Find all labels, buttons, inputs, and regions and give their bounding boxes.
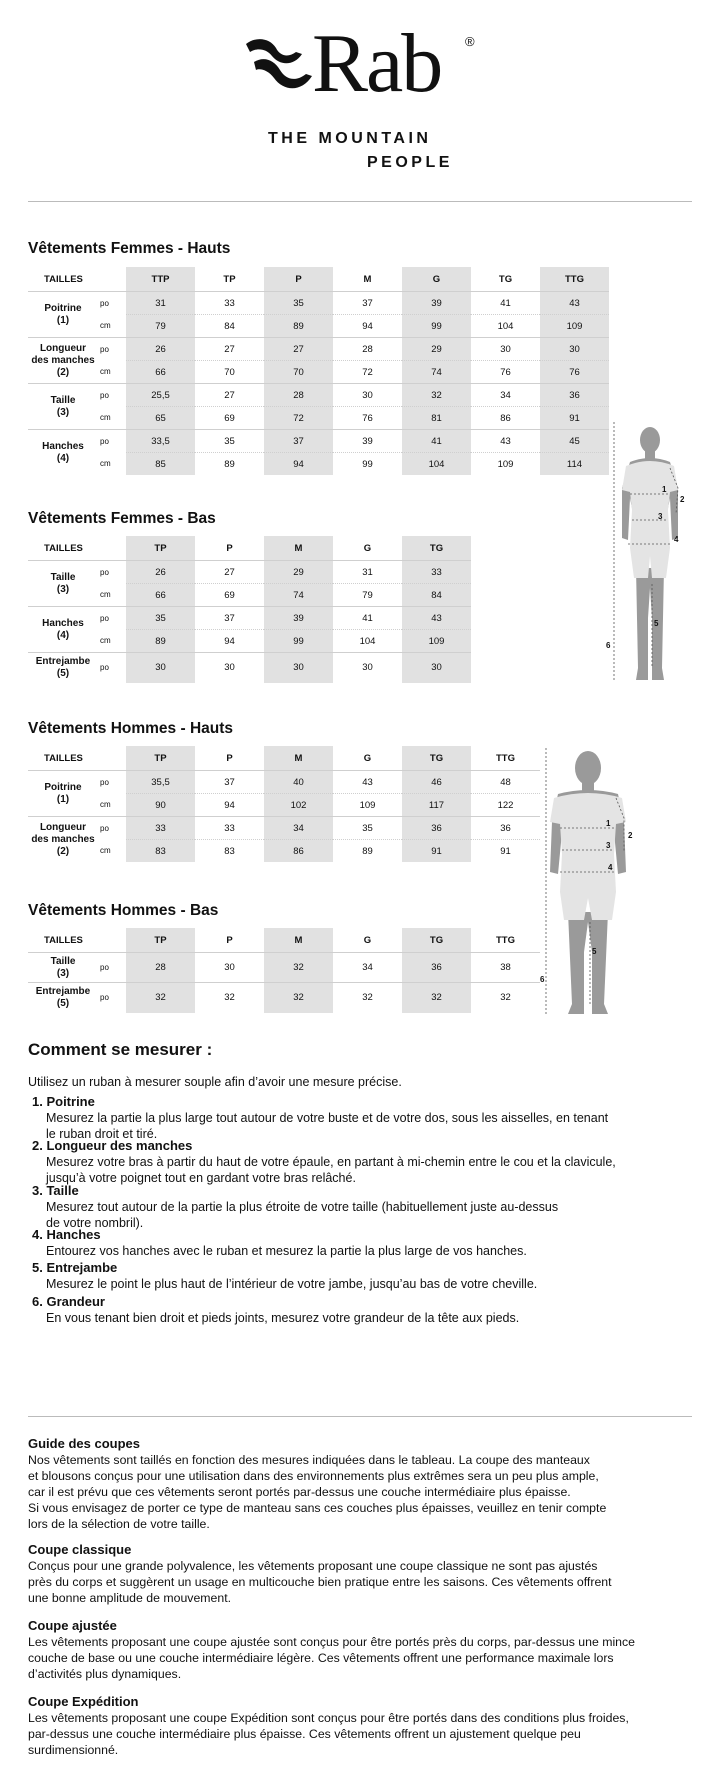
- size-value-cell: 104: [402, 453, 471, 476]
- female-body-figure-icon: [606, 418, 686, 688]
- size-value-cell: 27: [195, 338, 264, 361]
- size-value-cell: 72: [333, 361, 402, 384]
- fit-guide-text: d’activités plus dynamiques.: [28, 1667, 182, 1681]
- size-column-header: M: [264, 536, 333, 561]
- size-value-cell: 70: [195, 361, 264, 384]
- size-table-men-bottoms: [28, 928, 540, 1013]
- male-body-figure-icon: [542, 742, 642, 1022]
- howto-step: [32, 1227, 527, 1259]
- fit-guide-text: Les vêtements proposant une coupe Expédition sont conçus pour être portés dans des conditions plus froides,: [28, 1711, 629, 1725]
- size-column-header: TG: [402, 536, 471, 561]
- howto-step-text: Entourez vos hanches avec le ruban et mesurez la partie la plus large de vos hanches.: [46, 1244, 527, 1258]
- measurement-label: [28, 771, 98, 817]
- size-value-cell: 32: [126, 983, 195, 1013]
- fit-guide-block: [28, 1618, 692, 1682]
- size-table-women-tops: [28, 267, 609, 475]
- fit-guide-block: [28, 1542, 692, 1606]
- table-header-label: TAILLES: [44, 542, 83, 554]
- unit-label: cm: [100, 846, 111, 856]
- measurement-label: [28, 561, 98, 607]
- table-header-label: TAILLES: [44, 752, 83, 764]
- table-header-label: TAILLES: [44, 273, 83, 285]
- figure-marker-6-male: 6: [540, 975, 545, 984]
- size-value-cell: 43: [333, 771, 402, 794]
- size-value-cell: 79: [126, 315, 195, 338]
- howto-step-text: le ruban droit et tiré.: [46, 1127, 158, 1141]
- fit-guide-block: [28, 1694, 692, 1758]
- divider: [28, 1416, 692, 1417]
- fit-guide-text: couche de base ou une couche intermédiaire légère. Ces vêtements offrent une performance maximale lors: [28, 1651, 614, 1665]
- fit-guide-text: Les vêtements proposant une coupe ajustée sont conçus pour être portés près du corps, par-dessus une mince: [28, 1635, 636, 1649]
- size-value-cell: 37: [333, 292, 402, 315]
- section-title-men-bottoms: Vêtements Hommes - Bas: [28, 902, 219, 919]
- measurement-label-line: (5): [56, 997, 70, 1009]
- size-value-cell: 70: [264, 361, 333, 384]
- howto-step-title: 1. Poitrine: [32, 1094, 95, 1109]
- unit-label: cm: [100, 590, 111, 600]
- size-value-cell: 74: [264, 584, 333, 607]
- size-value-cell: 32: [264, 953, 333, 983]
- fit-guide-text: et blousons conçus pour une utilisation dans des environnements plus extrêmes sera un peu plus ample,: [28, 1469, 599, 1483]
- size-value-cell: 83: [126, 840, 195, 863]
- howto-step: [32, 1183, 558, 1231]
- size-value-cell: 40: [264, 771, 333, 794]
- size-value-cell: 27: [195, 561, 264, 584]
- size-value-cell: 32: [264, 983, 333, 1013]
- fit-guide-text: car il est prévu que ces vêtements seront portés par-dessus une couche intermédiaire plus épaisse.: [28, 1485, 571, 1499]
- size-value-cell: 36: [402, 953, 471, 983]
- size-column-header: P: [226, 934, 233, 946]
- size-value-cell: 109: [471, 453, 540, 476]
- divider: [28, 201, 692, 202]
- howto-step-text: Mesurez tout autour de la partie la plus étroite de votre taille (habituellement juste au-dessus: [46, 1200, 559, 1214]
- size-value-cell: 43: [471, 430, 540, 453]
- section-title-men-tops: Vêtements Hommes - Hauts: [28, 720, 234, 737]
- size-value-cell: 84: [402, 584, 471, 607]
- size-value-cell: 33: [402, 561, 471, 584]
- size-value-cell: 48: [471, 771, 540, 794]
- unit-label: cm: [100, 459, 111, 469]
- size-value-cell: 28: [126, 953, 195, 983]
- size-column-header: TP: [126, 928, 195, 953]
- fit-guide-text: une bonne amplitude de mouvement.: [28, 1591, 232, 1605]
- size-value-cell: 91: [471, 840, 540, 863]
- size-value-cell: 46: [402, 771, 471, 794]
- measurement-label-line: (3): [56, 583, 70, 595]
- figure-marker-5: 5: [654, 619, 659, 628]
- size-column-header: P: [226, 752, 233, 764]
- unit-label: cm: [100, 800, 111, 810]
- size-value-cell: 109: [540, 315, 609, 338]
- size-value-cell: 39: [402, 292, 471, 315]
- size-value-cell: 35,5: [126, 771, 195, 794]
- fit-guide-block: [28, 1436, 692, 1532]
- size-table-men-tops: [28, 746, 540, 862]
- figure-marker-2-male: 2: [628, 831, 633, 840]
- fit-guide-title: Coupe Expédition: [28, 1694, 139, 1709]
- table-header-label: TAILLES: [44, 934, 83, 946]
- size-value-cell: 72: [264, 407, 333, 430]
- size-column-header: M: [264, 746, 333, 771]
- size-value-cell: 66: [126, 584, 195, 607]
- size-value-cell: 31: [333, 561, 402, 584]
- size-value-cell: 36: [471, 817, 540, 840]
- size-value-cell: 66: [126, 361, 195, 384]
- size-value-cell: 33,5: [126, 430, 195, 453]
- size-column-header: G: [363, 752, 372, 764]
- figure-marker-3-male: 3: [606, 841, 611, 850]
- size-value-cell: 30: [264, 653, 333, 683]
- howto-step: [32, 1138, 616, 1186]
- size-value-cell: 30: [195, 953, 264, 983]
- size-column-header: G: [363, 542, 372, 554]
- size-value-cell: 29: [264, 561, 333, 584]
- size-value-cell: 85: [126, 453, 195, 476]
- size-value-cell: 37: [195, 607, 264, 630]
- size-value-cell: 94: [195, 794, 264, 817]
- unit-label: po: [98, 953, 126, 983]
- size-column-header: TTG: [496, 752, 515, 764]
- rab-logo-icon: [244, 36, 316, 92]
- size-column-header: TP: [126, 746, 195, 771]
- measurement-label: [28, 292, 98, 338]
- measurement-label-line: Entrejambe: [35, 655, 91, 667]
- size-value-cell: 79: [333, 584, 402, 607]
- size-column-header: TP: [223, 273, 236, 285]
- size-value-cell: 39: [333, 430, 402, 453]
- size-value-cell: 99: [264, 630, 333, 653]
- measurement-label-line: Poitrine: [44, 781, 82, 793]
- size-value-cell: 69: [195, 407, 264, 430]
- size-column-header: M: [363, 273, 372, 285]
- measurement-label: [28, 384, 98, 430]
- measurement-label: [28, 607, 98, 653]
- measurement-label: [28, 653, 98, 683]
- howto-step-title: 3. Taille: [32, 1183, 79, 1198]
- measurement-label-line: (1): [56, 314, 70, 326]
- size-value-cell: 26: [126, 338, 195, 361]
- howto-step: [32, 1260, 537, 1292]
- unit-label: cm: [100, 636, 111, 646]
- measurement-label-line: Longueur: [39, 342, 87, 354]
- section-title-women-bottoms: Vêtements Femmes - Bas: [28, 510, 216, 527]
- size-value-cell: 30: [195, 653, 264, 683]
- unit-label: po: [98, 983, 126, 1013]
- size-column-header: TG: [498, 273, 513, 285]
- size-value-cell: 114: [540, 453, 609, 476]
- tagline-line1: THE MOUNTAIN: [268, 130, 432, 147]
- size-column-header: G: [363, 934, 372, 946]
- howto-title: Comment se mesurer :: [28, 1040, 213, 1059]
- size-value-cell: 27: [195, 384, 264, 407]
- size-value-cell: 37: [264, 430, 333, 453]
- size-value-cell: 41: [402, 430, 471, 453]
- size-value-cell: 45: [540, 430, 609, 453]
- size-value-cell: 41: [333, 607, 402, 630]
- size-value-cell: 25,5: [126, 384, 195, 407]
- fit-guide-text: par-dessus une couche intermédiaire plus épaisse. Ces vêtements offrent un ajustement quelque peu: [28, 1727, 581, 1741]
- howto-step: [32, 1094, 608, 1142]
- size-value-cell: 74: [402, 361, 471, 384]
- measurement-label: [28, 983, 98, 1013]
- fit-guide-text: Conçus pour une grande polyvalence, les vêtements proposant une coupe classique ne sont pas ajustés: [28, 1559, 598, 1573]
- tagline-line2: PEOPLE: [367, 154, 453, 171]
- howto-step-text: Mesurez le point le plus haut de l’intérieur de votre jambe, jusqu’au bas de votre cheville.: [46, 1277, 538, 1291]
- size-value-cell: 122: [471, 794, 540, 817]
- size-value-cell: 109: [402, 630, 471, 653]
- size-table-women-bottoms: [28, 536, 471, 683]
- unit-label: po: [98, 653, 126, 683]
- howto-step-text: jusqu’à votre poignet tout en gardant votre bras relâché.: [46, 1171, 356, 1185]
- fit-guide-title: Guide des coupes: [28, 1436, 140, 1451]
- figure-marker-5-male: 5: [592, 947, 597, 956]
- size-value-cell: 91: [402, 840, 471, 863]
- size-value-cell: 34: [471, 384, 540, 407]
- size-value-cell: 86: [264, 840, 333, 863]
- figure-marker-4: 4: [674, 535, 679, 544]
- size-value-cell: 29: [402, 338, 471, 361]
- measurement-label-line: des manches: [31, 833, 95, 845]
- size-column-header: TP: [126, 536, 195, 561]
- size-value-cell: 35: [195, 430, 264, 453]
- unit-label: po: [98, 384, 126, 407]
- size-value-cell: 69: [195, 584, 264, 607]
- figure-marker-3: 3: [658, 512, 663, 521]
- measurement-label: [28, 430, 98, 476]
- size-value-cell: 28: [333, 338, 402, 361]
- measurement-label-line: Hanches: [42, 617, 84, 629]
- unit-label: po: [98, 338, 126, 361]
- size-value-cell: 32: [402, 384, 471, 407]
- size-value-cell: 38: [471, 953, 540, 983]
- figure-marker-1-male: 1: [606, 819, 611, 828]
- fit-guide-text: surdimensionné.: [28, 1743, 119, 1757]
- size-value-cell: 89: [333, 840, 402, 863]
- size-value-cell: 99: [402, 315, 471, 338]
- size-value-cell: 102: [264, 794, 333, 817]
- registered-mark: ®: [465, 34, 475, 49]
- size-value-cell: 35: [333, 817, 402, 840]
- size-column-header: M: [264, 928, 333, 953]
- unit-label: po: [98, 292, 126, 315]
- fit-guide-title: Coupe classique: [28, 1542, 132, 1557]
- size-value-cell: 32: [333, 983, 402, 1013]
- unit-label: cm: [100, 367, 111, 377]
- size-column-header: P: [226, 542, 233, 554]
- size-value-cell: 30: [471, 338, 540, 361]
- size-value-cell: 76: [471, 361, 540, 384]
- measurement-label-line: (2): [56, 845, 70, 857]
- figure-marker-1: 1: [662, 485, 667, 494]
- howto-step-title: 4. Hanches: [32, 1227, 101, 1242]
- unit-label: po: [98, 817, 126, 840]
- size-value-cell: 109: [333, 794, 402, 817]
- size-value-cell: 36: [402, 817, 471, 840]
- size-value-cell: 26: [126, 561, 195, 584]
- size-value-cell: 33: [126, 817, 195, 840]
- size-value-cell: 30: [333, 384, 402, 407]
- size-value-cell: 104: [471, 315, 540, 338]
- measurement-label-line: (4): [56, 629, 70, 641]
- howto-step-text: En vous tenant bien droit et pieds joints, mesurez votre grandeur de la tête aux pieds.: [46, 1311, 520, 1325]
- size-column-header: TG: [402, 928, 471, 953]
- howto-intro: Utilisez un ruban à mesurer souple afin d’avoir une mesure précise.: [28, 1075, 402, 1089]
- fit-guide-title: Coupe ajustée: [28, 1618, 117, 1633]
- measurement-label-line: Taille: [50, 955, 76, 967]
- unit-label: cm: [100, 321, 111, 331]
- howto-step-text: Mesurez votre bras à partir du haut de votre épaule, en partant à mi-chemin entre le cou et la clavicule,: [46, 1155, 616, 1169]
- size-value-cell: 30: [540, 338, 609, 361]
- size-value-cell: 83: [195, 840, 264, 863]
- unit-label: cm: [100, 413, 111, 423]
- size-value-cell: 94: [195, 630, 264, 653]
- size-value-cell: 43: [402, 607, 471, 630]
- size-value-cell: 34: [333, 953, 402, 983]
- size-value-cell: 81: [402, 407, 471, 430]
- size-value-cell: 32: [471, 983, 540, 1013]
- size-value-cell: 65: [126, 407, 195, 430]
- size-value-cell: 34: [264, 817, 333, 840]
- unit-label: po: [98, 430, 126, 453]
- measurement-label: [28, 953, 98, 983]
- howto-step-text: Mesurez la partie la plus large tout autour de votre buste et de votre dos, sous les aisselles, en tenant: [46, 1111, 609, 1125]
- measurement-label-line: Taille: [50, 571, 76, 583]
- measurement-label-line: (3): [56, 967, 70, 979]
- measurement-label-line: (5): [56, 667, 70, 679]
- measurement-label-line: Hanches: [42, 440, 84, 452]
- size-value-cell: 76: [333, 407, 402, 430]
- size-value-cell: 89: [126, 630, 195, 653]
- size-value-cell: 104: [333, 630, 402, 653]
- size-column-header: G: [402, 267, 471, 292]
- measurement-label-line: (1): [56, 793, 70, 805]
- measurement-label-line: (2): [56, 366, 70, 378]
- fit-guide-text: Nos vêtements sont taillés en fonction des mesures indiquées dans le tableau. La coupe des manteaux: [28, 1453, 590, 1467]
- fit-guide-text: près du corps et suggèrent un usage en multicouche bien pratique entre les saisons. Ces vêtements offrent: [28, 1575, 612, 1589]
- size-value-cell: 99: [333, 453, 402, 476]
- section-title-women-tops: Vêtements Femmes - Hauts: [28, 240, 231, 257]
- figure-marker-4-male: 4: [608, 863, 613, 872]
- size-value-cell: 31: [126, 292, 195, 315]
- measurement-label-line: Longueur: [39, 821, 87, 833]
- size-value-cell: 30: [333, 653, 402, 683]
- measurement-label-line: Taille: [50, 394, 76, 406]
- size-value-cell: 89: [195, 453, 264, 476]
- unit-label: po: [98, 771, 126, 794]
- howto-step-title: 5. Entrejambe: [32, 1260, 118, 1275]
- size-value-cell: 89: [264, 315, 333, 338]
- size-value-cell: 94: [264, 453, 333, 476]
- size-value-cell: 86: [471, 407, 540, 430]
- measurement-label-line: (4): [56, 452, 70, 464]
- size-value-cell: 33: [195, 292, 264, 315]
- size-value-cell: 76: [540, 361, 609, 384]
- howto-step: [32, 1294, 519, 1326]
- size-value-cell: 43: [540, 292, 609, 315]
- brand-wordmark: Rab: [312, 17, 442, 110]
- measurement-label: [28, 817, 98, 863]
- size-column-header: P: [264, 267, 333, 292]
- size-value-cell: 28: [264, 384, 333, 407]
- size-value-cell: 90: [126, 794, 195, 817]
- howto-step-title: 2. Longueur des manches: [32, 1138, 193, 1153]
- measurement-label-line: Entrejambe: [35, 985, 91, 997]
- figure-marker-2: 2: [680, 495, 685, 504]
- size-value-cell: 32: [402, 983, 471, 1013]
- unit-label: po: [98, 607, 126, 630]
- size-value-cell: 41: [471, 292, 540, 315]
- figure-marker-6: 6: [606, 641, 611, 650]
- fit-guide-text: Si vous envisagez de porter ce type de manteau sans ces couches plus épaisses, veuillez en tenir compte: [28, 1501, 607, 1515]
- size-value-cell: 35: [126, 607, 195, 630]
- measurement-label-line: des manches: [31, 354, 95, 366]
- brand-header: [0, 0, 720, 200]
- size-value-cell: 39: [264, 607, 333, 630]
- measurement-label: [28, 338, 98, 384]
- howto-step-title: 6. Grandeur: [32, 1294, 105, 1309]
- howto-step-text: de votre nombril).: [46, 1216, 144, 1230]
- size-value-cell: 32: [195, 983, 264, 1013]
- size-value-cell: 35: [264, 292, 333, 315]
- fit-guide-text: lors de la sélection de votre taille.: [28, 1517, 210, 1531]
- size-column-header: TTG: [496, 934, 515, 946]
- size-value-cell: 36: [540, 384, 609, 407]
- size-value-cell: 30: [402, 653, 471, 683]
- size-column-header: TTP: [126, 267, 195, 292]
- size-value-cell: 117: [402, 794, 471, 817]
- size-column-header: TG: [402, 746, 471, 771]
- measurement-label-line: (3): [56, 406, 70, 418]
- size-value-cell: 37: [195, 771, 264, 794]
- size-value-cell: 33: [195, 817, 264, 840]
- size-column-header: TTG: [540, 267, 609, 292]
- size-value-cell: 27: [264, 338, 333, 361]
- size-value-cell: 84: [195, 315, 264, 338]
- measurement-label-line: Poitrine: [44, 302, 82, 314]
- unit-label: po: [98, 561, 126, 584]
- size-value-cell: 94: [333, 315, 402, 338]
- size-value-cell: 30: [126, 653, 195, 683]
- size-value-cell: 91: [540, 407, 609, 430]
